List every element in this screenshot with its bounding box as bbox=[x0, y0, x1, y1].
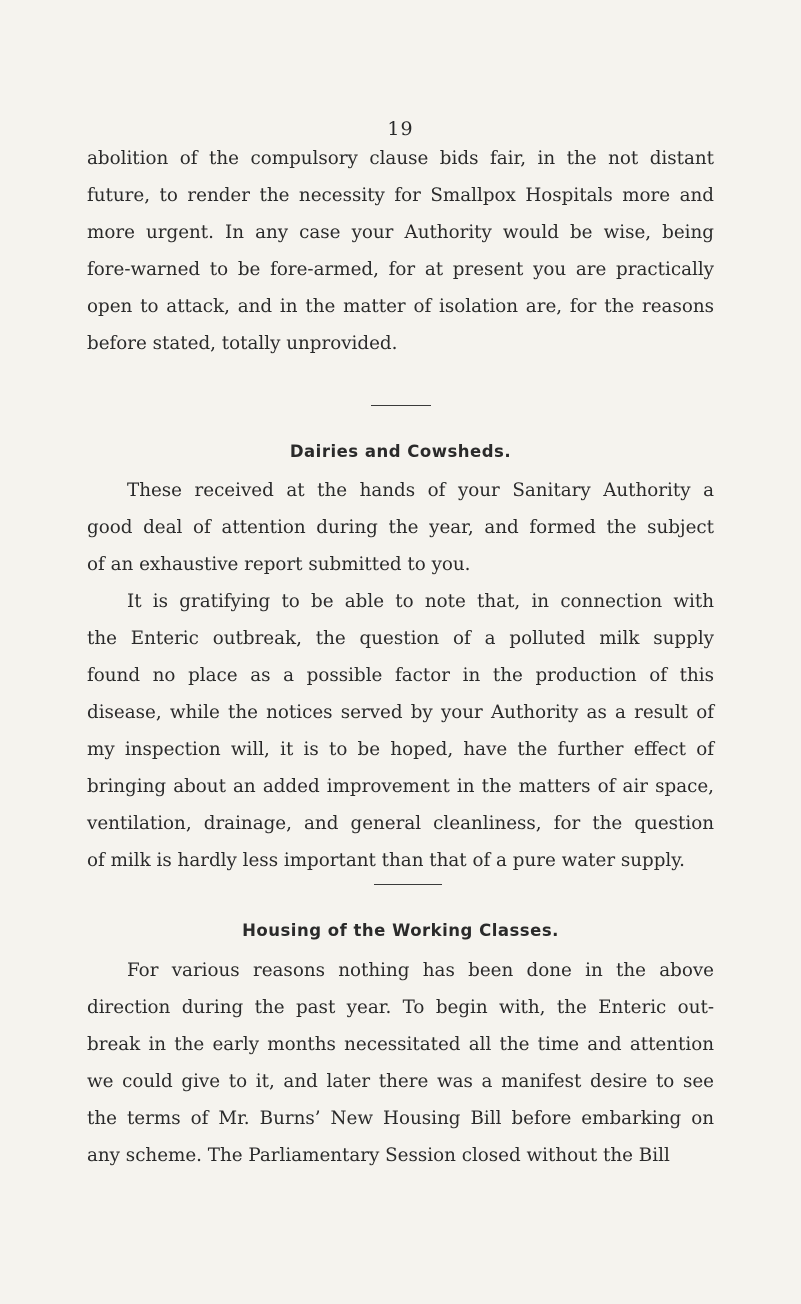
text-line: break in the early months necessitated all the time and attention bbox=[87, 1034, 714, 1055]
text-line: ventilation, drainage, and general cleanliness, for the question bbox=[87, 813, 714, 834]
section-heading-dairies: Dairies and Cowsheds. bbox=[289, 442, 512, 461]
text-line: future, to render the necessity for Smallpox Hospitals more and bbox=[87, 185, 714, 206]
section-divider bbox=[374, 884, 442, 885]
text-line: the terms of Mr. Burns’ New Housing Bill before embarking on bbox=[87, 1108, 714, 1129]
paragraph-milk-supply bbox=[87, 583, 714, 879]
text-line: fore-warned to be fore-armed, for at present you are practically bbox=[87, 259, 714, 280]
text-line: abolition of the compulsory clause bids fair, in the not distant bbox=[87, 148, 714, 169]
text-line: good deal of attention during the year, and formed the subject bbox=[87, 517, 714, 538]
text-line: For various reasons nothing has been done in the above bbox=[127, 960, 714, 981]
text-line: direction during the past year. To begin with, the Enteric out- bbox=[87, 997, 714, 1018]
text-line: my inspection will, it is to be hoped, have the further effect of bbox=[87, 739, 714, 760]
text-line: bringing about an added improvement in the matters of air space, bbox=[87, 776, 714, 797]
text-line: of milk is hardly less important than that of a pure water supply. bbox=[87, 850, 685, 871]
text-line: It is gratifying to be able to note that, in connection with bbox=[127, 591, 714, 612]
text-line: more urgent. In any case your Authority would be wise, being bbox=[87, 222, 714, 243]
text-line: open to attack, and in the matter of isolation are, for the reasons bbox=[87, 296, 714, 317]
text-line: of an exhaustive report submitted to you. bbox=[87, 554, 471, 575]
paragraph-smallpox-hospitals bbox=[87, 140, 714, 362]
text-line: disease, while the notices served by your Authority as a result of bbox=[87, 702, 714, 723]
text-line: we could give to it, and later there was a manifest desire to see bbox=[87, 1071, 714, 1092]
paragraph-dairies-attention bbox=[87, 472, 714, 583]
text-line: found no place as a possible factor in the production of this bbox=[87, 665, 714, 686]
text-line: the Enteric outbreak, the question of a polluted milk supply bbox=[87, 628, 714, 649]
page-number: 19 bbox=[387, 118, 414, 140]
section-heading-housing: Housing of the Working Classes. bbox=[242, 921, 559, 940]
text-line: before stated, totally unprovided. bbox=[87, 333, 398, 354]
paragraph-housing bbox=[87, 952, 714, 1174]
text-line: any scheme. The Parliamentary Session closed without the Bill bbox=[87, 1145, 670, 1166]
section-divider bbox=[371, 405, 431, 406]
text-line: These received at the hands of your Sanitary Authority a bbox=[127, 480, 714, 501]
